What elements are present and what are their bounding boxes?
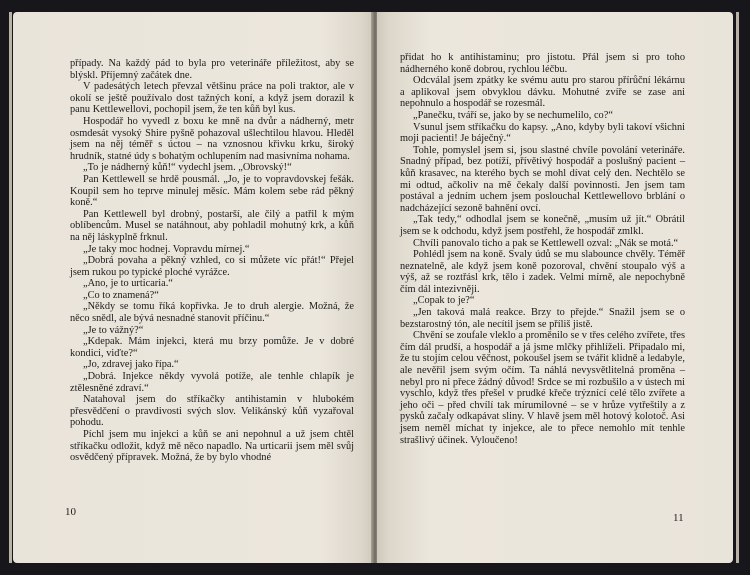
page-number-right: 11 [673, 512, 684, 524]
paragraph: V padesátých letech převzal většinu práce na poli traktor, ale v okolí se ještě používalo dost tažných koní, a když jsem dorazil k panu Kettlewellovi, pochopil jsem, že ten kůň byl kus. [70, 81, 354, 116]
left-page-text [70, 58, 354, 464]
paragraph: „Panečku, tváří se, jako by se nechumelilo, co?“ [413, 109, 613, 121]
paragraph: přidat ho k antihistaminu; pro jistotu. Přál jsem si pro toho nádherného koně dobrou, rychlou léčbu. [400, 52, 685, 75]
right-page [377, 12, 733, 563]
paragraph: Odcválal jsem zpátky ke svému autu pro starou přírůční lékárnu a aplikoval jsem obvyklou dávku. Mohutné zvíře se zase ani nepohnulo a hospodář se rozesmál. [400, 75, 685, 110]
paragraph: případy. Na každý pád to byla pro veterináře příležitost, aby se blýskl. Příjemný začátek dne. [70, 58, 354, 81]
paragraph: Tohle, pomyslel jsem si, jsou slastné chvíle povolání veterináře. Snadný případ, bez potíží, přívětivý hospodář a poslušný pacient – kůň krasavec, na kterého bych se mohl dívat celý den. Nechtělo se mi odtud, ačkoliv na mě čekaly další povinnosti. Jen jsem tam postával a jedním uchem jsem poslouchal Kettlewellovo brblání o nadcházející sezoně bahnění ovcí. [400, 144, 685, 214]
paragraph: Píchl jsem mu injekci a kůň se ani nepohnul a už jsem chtěl stříkačku odložit, když mě něco napadlo. Na urticarii jsem měl svůj osvědčený přípravek. Možná, že by bylo vhodné [70, 429, 354, 464]
page-stack-right [736, 12, 739, 563]
paragraph: Vsunul jsem stříkačku do kapsy. „Ano, kdyby byli takoví všichni moji pacienti! Je báječný.“ [400, 121, 685, 145]
paragraph: „Jo, zdravej jako řípa.“ [83, 359, 179, 371]
paragraph: „Co to znamená?“ [83, 289, 159, 301]
paragraph: „Dobrá povaha a pěkný vzhled, co si můžete víc přát!“ Přejel jsem rukou po typické ploché vyrážce. [70, 255, 354, 278]
right-page-text [400, 52, 685, 446]
paragraph: „Kdepak. Mám injekci, která mu brzy pomůže. Je v dobré kondici, viďte?“ [70, 336, 354, 359]
paragraph: „Copak to je?“ [413, 295, 475, 307]
paragraph: Pan Kettlewell se hrdě pousmál. „Jo, je to vopravdovskej fešák. Koupil sem ho teprve minulej měsíc. Mám kolem sebe rád pěkný koně.“ [70, 173, 354, 209]
paragraph: „Je to vážný?“ [83, 324, 144, 336]
page-stack-left [9, 12, 12, 563]
paragraph: Natahoval jsem do stříkačky antihistamin v hlubokém přesvědčení o pravdivosti svých slov. Velikánský kůň vyzařoval pohodu. [70, 394, 354, 429]
paragraph: Chvíli panovalo ticho a pak se Kettlewell ozval: „Nák se motá.“ [413, 237, 679, 249]
page-number-left: 10 [65, 506, 76, 518]
paragraph: „To je nádherný kůň!“ vydechl jsem. „Obrovský!“ [83, 162, 292, 174]
paragraph: „Dobrá. Injekce někdy vyvolá potíže, ale tenhle chlapík je ztělesněné zdraví.“ [70, 371, 354, 394]
left-page [13, 12, 373, 563]
paragraph: „Jen taková malá reakce. Brzy to přejde.“ Snažil jsem se o bezstarostný tón, ale necítil jsem se příliš jistě. [400, 307, 685, 330]
paragraph: „Tak tedy,“ odhodlal jsem se konečně, „musím už jít.“ Obrátil jsem se k odchodu, když jsem postřehl, že hospodář zmlkl. [400, 214, 685, 237]
paragraph: Hospodář ho vyvedl z boxu ke mně na dvůr a nádherný, metr osmdesát vysoký Shire pyšně pohazoval ušlechtilou hlavou. Hleděl jsem na něj téměř s úctou – na vznosnou křivku krku, široký hrudník, statné údy s bohatým ochlupením nad masivníma nohama. [70, 115, 354, 162]
paragraph: Pohlédl jsem na koně. Svaly údů se mu slabounce chvěly. Téměř neznatelně, ale když jsem koně pozoroval, chvění stoupalo výš a výš, až se roztřásl krk, tělo i zadek. Velmi mírně, ale nepochybně čím dál intezivněji. [400, 249, 685, 295]
paragraph: „Ano, je to urticaria.“ [83, 278, 173, 290]
paragraph: „Někdy se tomu říká kopřivka. Je to druh alergie. Možná, že něco snědl, ale bývá nesnadné stanovit příčinu.“ [70, 301, 354, 325]
paragraph: Chvění se zoufale vleklo a proměnilo se v třes celého zvířete, třes čím dál prudší, a hospodář a já jsme mlčky přihlíželi. Připadalo mi, že tu stojím celou věčnost, pokoušel jsem se tvářit klidně a ledabyle, ale nevěřil jsem svým očím. Ta náhlá nevysvětlitelná proměna – nebyl pro ni přece žádný důvod! Srdce se mi rozbušilo a v ústech mi vyschlo, když třes přešel v prudké křeče trýznící celé tělo zvířete a jeho oči – před chvílí tak mírumilovné – se v hrůze vytřeštily a z pysků začaly odkapávat sliny. V hlavě jsem měl hotový kolotoč. Asi jsem neměl míchat ty injekce, ale to přece nemohlo mít tenhle strašlivý účinek. Vyloučeno! [400, 330, 685, 446]
paragraph: „Je taky moc hodnej. Vopravdu mírnej.“ [83, 243, 250, 255]
paragraph: Pan Kettlewell byl drobný, postarší, ale čilý a patřil k mým oblíbencům. Musel se natáhnout, aby pohladil mohutný krk, a kůň na něj láskyplně frknul. [70, 208, 354, 243]
